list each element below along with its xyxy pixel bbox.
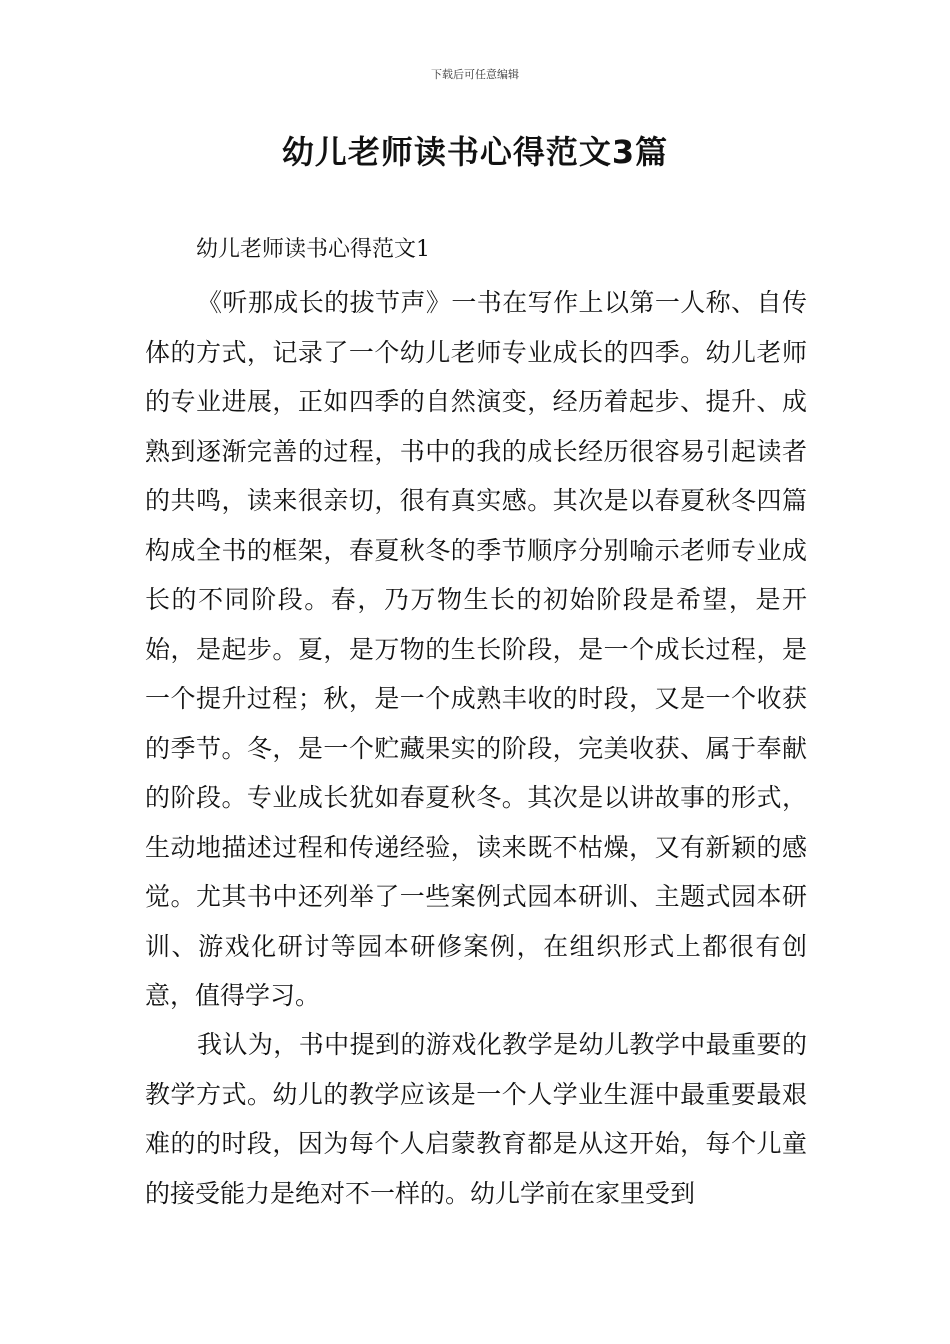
paragraph-2: 我认为，书中提到的游戏化教学是幼儿教学中最重要的教学方式。幼儿的教学应该是一个人学业生涯中最重要最艰难的的时段，因为每个人启蒙教育都是从这开始，每个儿童的接受能力是绝对不一样的。幼儿学前在家里受到 bbox=[145, 1030, 807, 1208]
header-note: 下载后可任意编辑 bbox=[431, 68, 519, 81]
document-title: 幼儿老师读书心得范文3篇 bbox=[281, 133, 669, 171]
section-title: 幼儿老师读书心得范文1 bbox=[196, 237, 430, 262]
paragraph-1: 《听那成长的拔节声》一书在写作上以第一人称、自传体的方式，记录了一个幼儿老师专业成长的四季。幼儿老师的专业进展，正如四季的自然演变，经历着起步、提升、成熟到逐渐完善的过程，书中的我的成长经历很容易引起读者的共鸣，读来很亲切，很有真实感。其次是以春夏秋冬四篇构成全书的框架，春夏秋冬的季节顺序分别喻示老师专业成长的不同阶段。春，乃万物生长的初始阶段是希望，是开始，是起步。夏，是万物的生长阶段，是一个成长过程，是一个提升过程；秋，是一个成熟丰收的时段，又是一个收获的季节。冬，是一个贮藏果实的阶段，完美收获、属于奉献的阶段。专业成长犹如春夏秋冬。其次是以讲故事的形式，生动地描述过程和传递经验，读来既不枯燥，又有新颖的感觉。尤其书中还列举了一些案例式园本研训、主题式园本研训、游戏化研讨等园本研修案例，在组织形式上都很有创意，值得学习。 bbox=[145, 288, 807, 1010]
